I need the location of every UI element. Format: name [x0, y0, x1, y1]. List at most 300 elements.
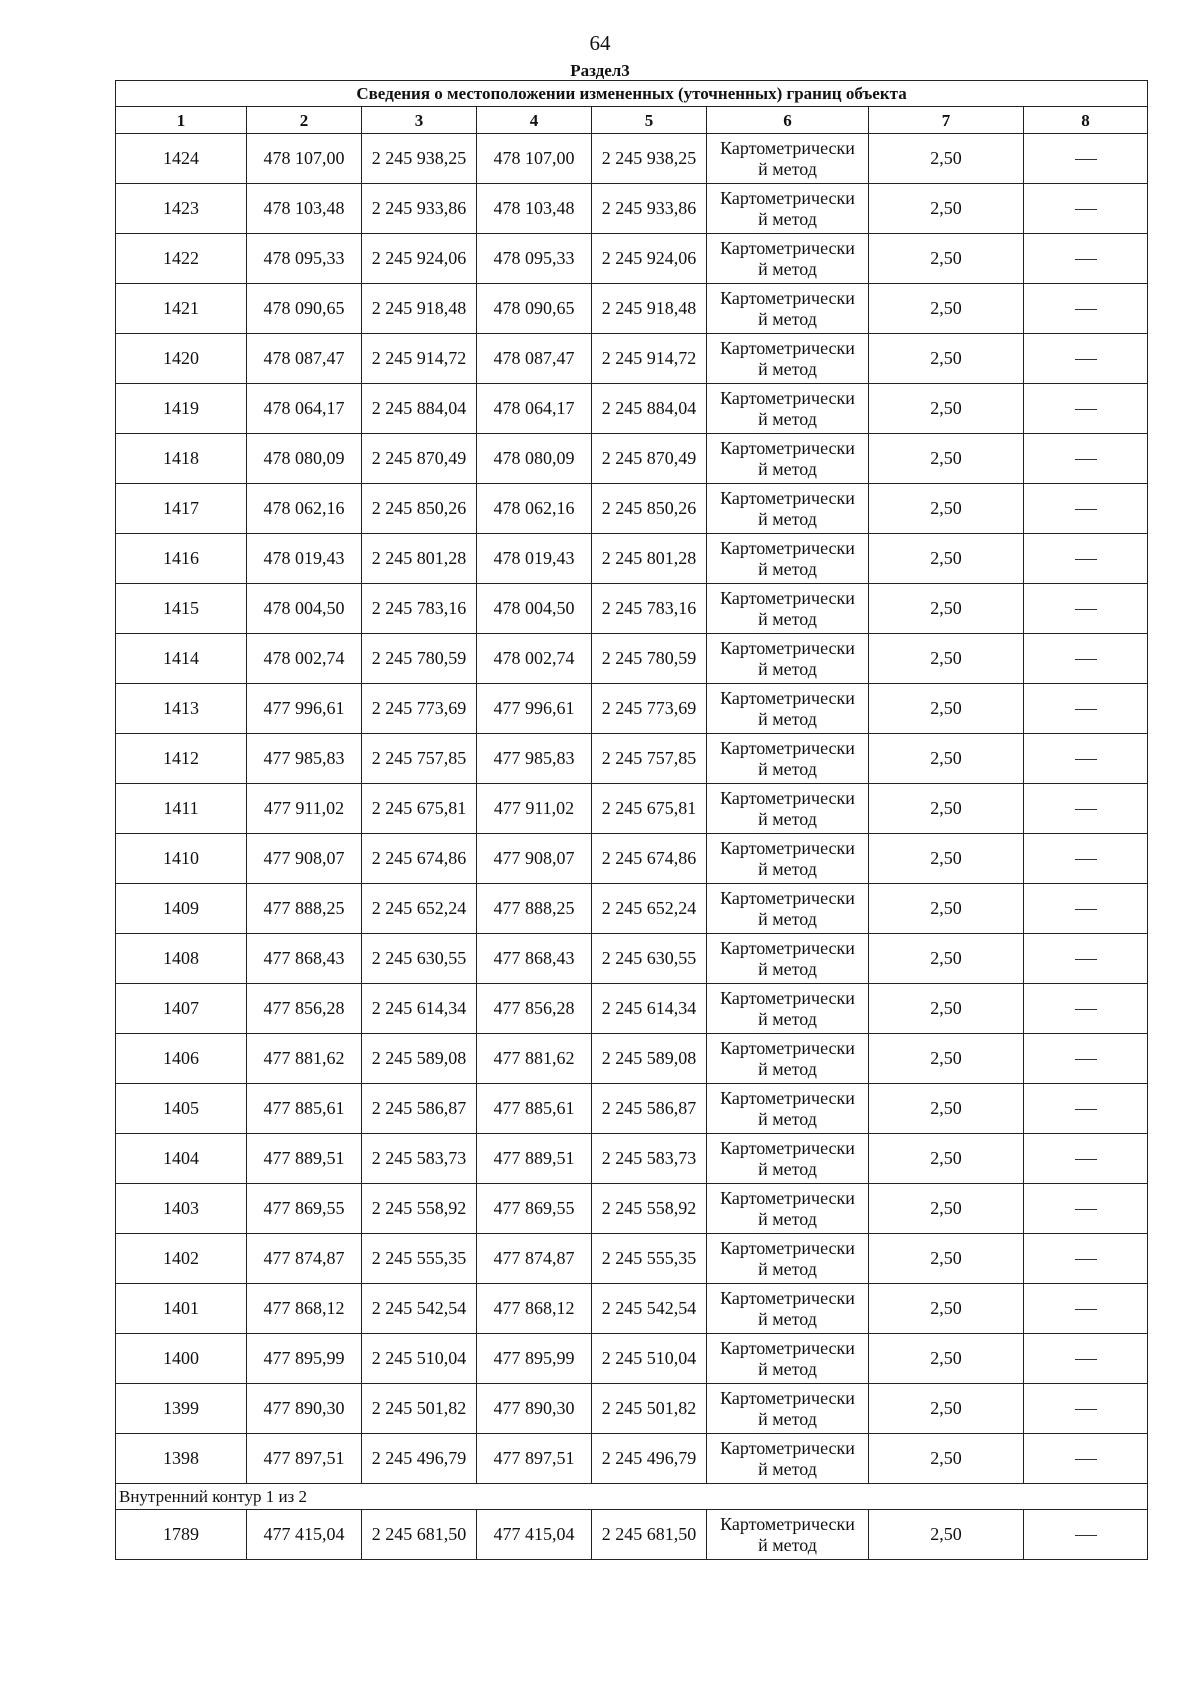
point-number: 1414 [116, 634, 247, 684]
dash-mark [1075, 1109, 1097, 1110]
y-coordinate: 2 245 583,73 [362, 1134, 477, 1184]
accuracy-value: 2,50 [869, 1434, 1024, 1484]
accuracy-value: 2,50 [869, 584, 1024, 634]
x-coordinate-new: 478 064,17 [477, 384, 592, 434]
method-cell [707, 1434, 869, 1484]
dash-mark [1075, 909, 1097, 910]
point-number: 1401 [116, 1284, 247, 1334]
point-number: 1406 [116, 1034, 247, 1084]
dash-mark [1075, 209, 1097, 210]
y-coordinate: 2 245 674,86 [362, 834, 477, 884]
point-number: 1412 [116, 734, 247, 784]
dash-mark [1075, 409, 1097, 410]
description-cell [1024, 734, 1148, 784]
x-coordinate-new: 477 888,25 [477, 884, 592, 934]
method-line-1: Картометрически [720, 237, 855, 258]
x-coordinate-new: 477 868,43 [477, 934, 592, 984]
dash-mark [1075, 559, 1097, 560]
description-cell [1024, 784, 1148, 834]
y-coordinate-new: 2 245 542,54 [592, 1284, 707, 1334]
point-number: 1419 [116, 384, 247, 434]
y-coordinate: 2 245 630,55 [362, 934, 477, 984]
dash-mark [1075, 159, 1097, 160]
method-cell [707, 1034, 869, 1084]
method-line-1: Картометрически [720, 487, 855, 508]
subsection-row [116, 1484, 1148, 1510]
x-coordinate: 478 064,17 [247, 384, 362, 434]
y-coordinate: 2 245 924,06 [362, 234, 477, 284]
method-line-1: Картометрически [720, 1037, 855, 1058]
accuracy-value: 2,50 [869, 234, 1024, 284]
dash-mark [1075, 709, 1097, 710]
x-coordinate-new: 477 911,02 [477, 784, 592, 834]
column-number-8: 8 [1024, 107, 1148, 134]
point-number: 1403 [116, 1184, 247, 1234]
y-coordinate: 2 245 652,24 [362, 884, 477, 934]
dash-mark [1075, 609, 1097, 610]
description-cell [1024, 534, 1148, 584]
method-line-2: й метод [758, 208, 817, 229]
point-number: 1423 [116, 184, 247, 234]
description-cell [1024, 584, 1148, 634]
dash-mark [1075, 1059, 1097, 1060]
x-coordinate-new: 477 908,07 [477, 834, 592, 884]
table-row [116, 1084, 1148, 1134]
table-row [116, 1434, 1148, 1484]
y-coordinate-new: 2 245 555,35 [592, 1234, 707, 1284]
method-line-2: й метод [758, 1358, 817, 1379]
method-line-2: й метод [758, 158, 817, 179]
method-cell [707, 984, 869, 1034]
accuracy-value: 2,50 [869, 1384, 1024, 1434]
table-row [116, 384, 1148, 434]
description-cell [1024, 484, 1148, 534]
description-cell [1024, 634, 1148, 684]
x-coordinate: 477 996,61 [247, 684, 362, 734]
method-line-1: Картометрически [720, 987, 855, 1008]
point-number: 1407 [116, 984, 247, 1034]
x-coordinate-new: 478 002,74 [477, 634, 592, 684]
point-number: 1409 [116, 884, 247, 934]
method-line-2: й метод [758, 1534, 817, 1555]
y-coordinate: 2 245 850,26 [362, 484, 477, 534]
x-coordinate: 477 897,51 [247, 1434, 362, 1484]
method-cell [707, 134, 869, 184]
method-line-2: й метод [758, 508, 817, 529]
y-coordinate-new: 2 245 924,06 [592, 234, 707, 284]
point-number: 1410 [116, 834, 247, 884]
table-row [116, 184, 1148, 234]
y-coordinate: 2 245 510,04 [362, 1334, 477, 1384]
method-line-1: Картометрически [720, 637, 855, 658]
point-number: 1415 [116, 584, 247, 634]
method-line-1: Картометрически [720, 1137, 855, 1158]
accuracy-value: 2,50 [869, 884, 1024, 934]
method-cell [707, 1184, 869, 1234]
x-coordinate-new: 478 095,33 [477, 234, 592, 284]
y-coordinate: 2 245 586,87 [362, 1084, 477, 1134]
x-coordinate-new: 477 874,87 [477, 1234, 592, 1284]
x-coordinate: 478 080,09 [247, 434, 362, 484]
accuracy-value: 2,50 [869, 134, 1024, 184]
method-line-1: Картометрически [720, 587, 855, 608]
method-line-2: й метод [758, 1108, 817, 1129]
method-line-2: й метод [758, 1008, 817, 1029]
method-cell [707, 384, 869, 434]
y-coordinate-new: 2 245 783,16 [592, 584, 707, 634]
method-line-2: й метод [758, 708, 817, 729]
y-coordinate-new: 2 245 933,86 [592, 184, 707, 234]
description-cell [1024, 1034, 1148, 1084]
method-cell [707, 1384, 869, 1434]
table-row [116, 284, 1148, 334]
method-line-2: й метод [758, 1258, 817, 1279]
description-cell [1024, 1284, 1148, 1334]
method-line-1: Картометрически [720, 137, 855, 158]
y-coordinate-new: 2 245 510,04 [592, 1334, 707, 1384]
point-number: 1416 [116, 534, 247, 584]
x-coordinate: 478 004,50 [247, 584, 362, 634]
column-number-row [116, 107, 1148, 134]
page-number: 64 [589, 31, 611, 55]
x-coordinate: 477 911,02 [247, 784, 362, 834]
method-line-1: Картометрически [720, 537, 855, 558]
method-cell [707, 684, 869, 734]
y-coordinate: 2 245 681,50 [362, 1510, 477, 1560]
description-cell [1024, 834, 1148, 884]
accuracy-value: 2,50 [869, 1234, 1024, 1284]
point-number: 1418 [116, 434, 247, 484]
method-cell [707, 334, 869, 384]
description-cell [1024, 934, 1148, 984]
x-coordinate: 477 415,04 [247, 1510, 362, 1560]
method-cell [707, 584, 869, 634]
y-coordinate-new: 2 245 558,92 [592, 1184, 707, 1234]
x-coordinate-new: 478 103,48 [477, 184, 592, 234]
table-row [116, 1510, 1148, 1560]
table-row [116, 534, 1148, 584]
point-number: 1424 [116, 134, 247, 184]
x-coordinate-new: 477 885,61 [477, 1084, 592, 1134]
table-row [116, 484, 1148, 534]
x-coordinate-new: 478 107,00 [477, 134, 592, 184]
table-row [116, 134, 1148, 184]
y-coordinate: 2 245 773,69 [362, 684, 477, 734]
method-line-1: Картометрически [720, 1187, 855, 1208]
method-cell [707, 1134, 869, 1184]
point-number: 1400 [116, 1334, 247, 1384]
accuracy-value: 2,50 [869, 284, 1024, 334]
dash-mark [1075, 1009, 1097, 1010]
accuracy-value: 2,50 [869, 434, 1024, 484]
table-row [116, 584, 1148, 634]
method-cell [707, 1084, 869, 1134]
description-cell [1024, 284, 1148, 334]
y-coordinate: 2 245 542,54 [362, 1284, 477, 1334]
y-coordinate: 2 245 675,81 [362, 784, 477, 834]
description-cell [1024, 1234, 1148, 1284]
method-line-2: й метод [758, 1308, 817, 1329]
method-cell [707, 234, 869, 284]
x-coordinate: 477 868,43 [247, 934, 362, 984]
y-coordinate-new: 2 245 884,04 [592, 384, 707, 434]
method-line-2: й метод [758, 1208, 817, 1229]
method-line-1: Картометрически [720, 1237, 855, 1258]
y-coordinate-new: 2 245 674,86 [592, 834, 707, 884]
method-line-2: й метод [758, 1408, 817, 1429]
point-number: 1413 [116, 684, 247, 734]
accuracy-value: 2,50 [869, 184, 1024, 234]
method-line-1: Картометрически [720, 837, 855, 858]
y-coordinate-new: 2 245 938,25 [592, 134, 707, 184]
x-coordinate-new: 477 889,51 [477, 1134, 592, 1184]
y-coordinate: 2 245 801,28 [362, 534, 477, 584]
dash-mark [1075, 959, 1097, 960]
accuracy-value: 2,50 [869, 1134, 1024, 1184]
method-cell [707, 634, 869, 684]
accuracy-value: 2,50 [869, 1334, 1024, 1384]
column-number-5: 5 [592, 107, 707, 134]
x-coordinate: 477 868,12 [247, 1284, 362, 1334]
x-coordinate-new: 477 868,12 [477, 1284, 592, 1334]
y-coordinate-new: 2 245 652,24 [592, 884, 707, 934]
y-coordinate-new: 2 245 870,49 [592, 434, 707, 484]
x-coordinate: 477 856,28 [247, 984, 362, 1034]
dash-mark [1075, 359, 1097, 360]
table-row [116, 1384, 1148, 1434]
y-coordinate: 2 245 501,82 [362, 1384, 477, 1434]
table-row [116, 1334, 1148, 1384]
method-line-2: й метод [758, 308, 817, 329]
y-coordinate-new: 2 245 780,59 [592, 634, 707, 684]
method-cell [707, 1284, 869, 1334]
x-coordinate: 477 881,62 [247, 1034, 362, 1084]
dash-mark [1075, 1259, 1097, 1260]
description-cell [1024, 984, 1148, 1034]
x-coordinate: 478 019,43 [247, 534, 362, 584]
accuracy-value: 2,50 [869, 1284, 1024, 1334]
x-coordinate: 477 888,25 [247, 884, 362, 934]
description-cell [1024, 134, 1148, 184]
method-line-1: Картометрически [720, 1437, 855, 1458]
accuracy-value: 2,50 [869, 1510, 1024, 1560]
y-coordinate: 2 245 884,04 [362, 384, 477, 434]
table-caption-row [116, 81, 1148, 107]
method-cell [707, 434, 869, 484]
y-coordinate-new: 2 245 583,73 [592, 1134, 707, 1184]
x-coordinate: 477 889,51 [247, 1134, 362, 1184]
point-number: 1422 [116, 234, 247, 284]
table-row [116, 834, 1148, 884]
y-coordinate-new: 2 245 496,79 [592, 1434, 707, 1484]
x-coordinate: 477 908,07 [247, 834, 362, 884]
method-line-2: й метод [758, 1058, 817, 1079]
x-coordinate-new: 477 856,28 [477, 984, 592, 1034]
method-line-1: Картометрически [720, 737, 855, 758]
x-coordinate: 477 874,87 [247, 1234, 362, 1284]
x-coordinate: 477 885,61 [247, 1084, 362, 1134]
y-coordinate: 2 245 614,34 [362, 984, 477, 1034]
column-number-2: 2 [247, 107, 362, 134]
dash-mark [1075, 1409, 1097, 1410]
description-cell [1024, 1184, 1148, 1234]
x-coordinate: 478 087,47 [247, 334, 362, 384]
y-coordinate: 2 245 914,72 [362, 334, 477, 384]
method-cell [707, 284, 869, 334]
y-coordinate-new: 2 245 918,48 [592, 284, 707, 334]
y-coordinate-new: 2 245 850,26 [592, 484, 707, 534]
y-coordinate: 2 245 496,79 [362, 1434, 477, 1484]
x-coordinate: 477 869,55 [247, 1184, 362, 1234]
table-row [116, 334, 1148, 384]
column-number-1: 1 [116, 107, 247, 134]
accuracy-value: 2,50 [869, 1184, 1024, 1234]
dash-mark [1075, 759, 1097, 760]
x-coordinate: 477 895,99 [247, 1334, 362, 1384]
accuracy-value: 2,50 [869, 634, 1024, 684]
table-row [116, 1234, 1148, 1284]
table-row [116, 434, 1148, 484]
method-cell [707, 534, 869, 584]
table-row [116, 734, 1148, 784]
dash-mark [1075, 1459, 1097, 1460]
table-row [116, 884, 1148, 934]
y-coordinate: 2 245 938,25 [362, 134, 477, 184]
description-cell [1024, 1334, 1148, 1384]
point-number: 1399 [116, 1384, 247, 1434]
accuracy-value: 2,50 [869, 484, 1024, 534]
method-line-2: й метод [758, 1458, 817, 1479]
x-coordinate-new: 477 985,83 [477, 734, 592, 784]
y-coordinate: 2 245 589,08 [362, 1034, 477, 1084]
y-coordinate-new: 2 245 501,82 [592, 1384, 707, 1434]
dash-mark [1075, 459, 1097, 460]
description-cell [1024, 184, 1148, 234]
x-coordinate: 478 107,00 [247, 134, 362, 184]
x-coordinate-new: 477 415,04 [477, 1510, 592, 1560]
method-line-1: Картометрически [720, 887, 855, 908]
x-coordinate: 478 090,65 [247, 284, 362, 334]
description-cell [1024, 334, 1148, 384]
description-cell [1024, 1510, 1148, 1560]
x-coordinate: 477 890,30 [247, 1384, 362, 1434]
method-line-1: Картометрически [720, 937, 855, 958]
method-line-1: Картометрически [720, 687, 855, 708]
point-number: 1420 [116, 334, 247, 384]
dash-mark [1075, 1309, 1097, 1310]
accuracy-value: 2,50 [869, 984, 1024, 1034]
accuracy-value: 2,50 [869, 384, 1024, 434]
method-line-2: й метод [758, 908, 817, 929]
y-coordinate-new: 2 245 675,81 [592, 784, 707, 834]
method-cell [707, 884, 869, 934]
x-coordinate-new: 478 090,65 [477, 284, 592, 334]
description-cell [1024, 1134, 1148, 1184]
x-coordinate-new: 478 080,09 [477, 434, 592, 484]
x-coordinate-new: 477 895,99 [477, 1334, 592, 1384]
method-line-2: й метод [758, 1158, 817, 1179]
dash-mark [1075, 1159, 1097, 1160]
x-coordinate-new: 477 890,30 [477, 1384, 592, 1434]
table-caption: Сведения о местоположении измененных (уточненных) границ объекта [116, 81, 1148, 107]
method-cell [707, 734, 869, 784]
point-number: 1404 [116, 1134, 247, 1184]
y-coordinate-new: 2 245 914,72 [592, 334, 707, 384]
method-line-2: й метод [758, 658, 817, 679]
dash-mark [1075, 1209, 1097, 1210]
column-number-6: 6 [707, 107, 869, 134]
y-coordinate-new: 2 245 681,50 [592, 1510, 707, 1560]
method-cell [707, 934, 869, 984]
description-cell [1024, 1434, 1148, 1484]
x-coordinate-new: 477 869,55 [477, 1184, 592, 1234]
x-coordinate-new: 478 062,16 [477, 484, 592, 534]
y-coordinate: 2 245 783,16 [362, 584, 477, 634]
description-cell [1024, 1084, 1148, 1134]
y-coordinate-new: 2 245 801,28 [592, 534, 707, 584]
point-number: 1421 [116, 284, 247, 334]
method-line-1: Картометрически [720, 1337, 855, 1358]
method-line-2: й метод [758, 858, 817, 879]
method-line-1: Картометрически [720, 1287, 855, 1308]
x-coordinate-new: 477 897,51 [477, 1434, 592, 1484]
method-cell [707, 784, 869, 834]
coordinates-table [115, 80, 1148, 1560]
dash-mark [1075, 309, 1097, 310]
accuracy-value: 2,50 [869, 934, 1024, 984]
y-coordinate: 2 245 558,92 [362, 1184, 477, 1234]
method-cell [707, 1510, 869, 1560]
x-coordinate: 478 103,48 [247, 184, 362, 234]
dash-mark [1075, 659, 1097, 660]
y-coordinate: 2 245 933,86 [362, 184, 477, 234]
y-coordinate-new: 2 245 614,34 [592, 984, 707, 1034]
table-row [116, 684, 1148, 734]
point-number: 1408 [116, 934, 247, 984]
accuracy-value: 2,50 [869, 334, 1024, 384]
table-row [116, 934, 1148, 984]
y-coordinate-new: 2 245 586,87 [592, 1084, 707, 1134]
x-coordinate-new: 477 996,61 [477, 684, 592, 734]
x-coordinate-new: 478 019,43 [477, 534, 592, 584]
point-number: 1789 [116, 1510, 247, 1560]
description-cell [1024, 1384, 1148, 1434]
dash-mark [1075, 809, 1097, 810]
accuracy-value: 2,50 [869, 684, 1024, 734]
method-line-1: Картометрически [720, 187, 855, 208]
accuracy-value: 2,50 [869, 1034, 1024, 1084]
description-cell [1024, 884, 1148, 934]
dash-mark [1075, 859, 1097, 860]
point-number: 1402 [116, 1234, 247, 1284]
accuracy-value: 2,50 [869, 1084, 1024, 1134]
method-line-1: Картометрически [720, 1087, 855, 1108]
section-title: Раздел3 [570, 61, 630, 80]
description-cell [1024, 384, 1148, 434]
column-number-4: 4 [477, 107, 592, 134]
y-coordinate: 2 245 870,49 [362, 434, 477, 484]
accuracy-value: 2,50 [869, 734, 1024, 784]
subsection-label: Внутренний контур 1 из 2 [116, 1484, 1148, 1510]
method-cell [707, 1334, 869, 1384]
accuracy-value: 2,50 [869, 834, 1024, 884]
point-number: 1411 [116, 784, 247, 834]
method-line-2: й метод [758, 958, 817, 979]
method-line-1: Картометрически [720, 787, 855, 808]
y-coordinate: 2 245 555,35 [362, 1234, 477, 1284]
method-line-2: й метод [758, 808, 817, 829]
dash-mark [1075, 259, 1097, 260]
